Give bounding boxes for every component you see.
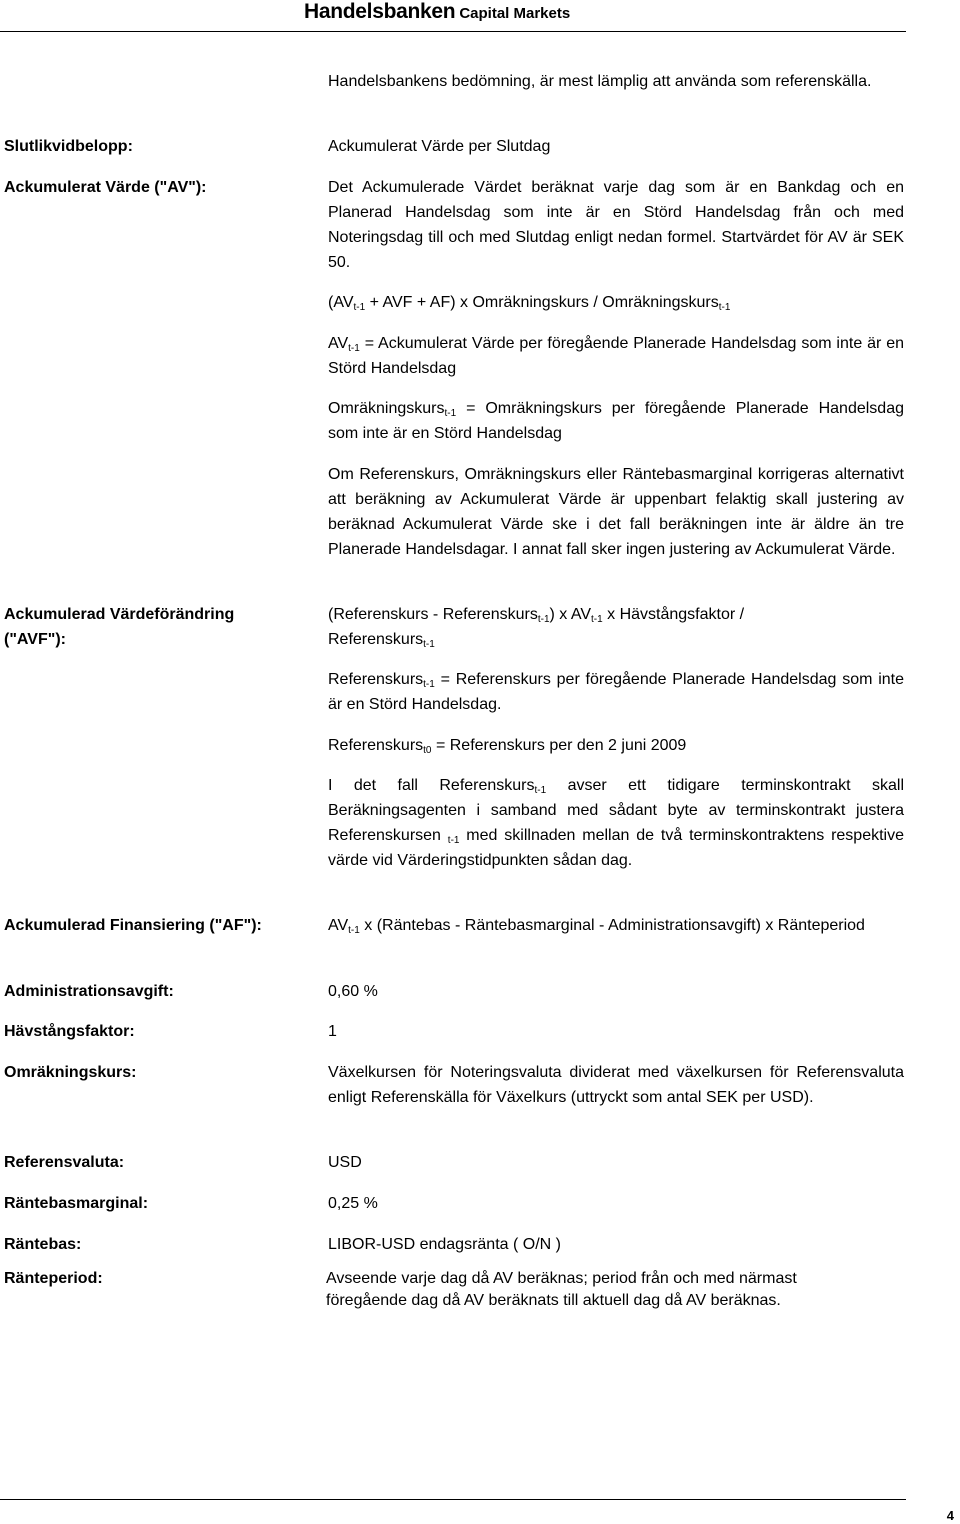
label-rantebas: Räntebas: [4,1236,82,1253]
label-omrakningskurs: Omräkningskurs: [4,1064,137,1081]
slutlikvidbelopp-value: Ackumulerat Värde per Slutdag [328,138,551,155]
av-formula: ($AV_{t-1}$ + AVF + AF) x Omräkningskurs / Omräkningskurs$_{t-1}$ [328,294,731,313]
label-rantebasmarginal: Räntebasmarginal: [4,1195,149,1212]
omrakningskurs-value: Växelkursen för Noteringsvaluta dividerat med växelkursen för Referensvaluta enligt Referenskälla för Växelkurs (uttryckt som antal SEK per USD). [328,1064,904,1106]
administrationsavgift-value: 0,60 % [328,983,378,1000]
terminskontrakt-text: I det fall Referenskurs$_{t-1}$ avser ett tidigare terminskontrakt skall Beräkningsagenten i samband med sådant byte av terminskontrakt justera Referenskursen $_{t-1}$ med skillnaden mellan de två terminskontraktens respektive värde vid Värderingstidpunkten sådan dag. [328,777,905,869]
label-administrationsavgift: Administrationsavgift: [4,983,174,1000]
logo-bank-name: Handelsbanken [304,0,456,23]
referenskurs-t1-definition: Referenskurs$_{t-1}$ = Referenskurs per föregående Planerade Handelsdag som inte är en Störd Handelsdag. [328,671,904,713]
label-ranteperiod: Ränteperiod: [4,1270,103,1287]
label-avf-line2: ("AVF"): [4,631,66,648]
referensvaluta-value: USD [328,1154,362,1171]
af-formula: $AV_{t-1}$ x (Räntebas - Räntebasmarginal - Administrationsavgift) x Ränteperiod [328,917,865,936]
label-avf-line1: Ackumulerad Värdeförändring [4,606,235,623]
logo-division: Capital Markets [459,5,571,22]
av-t1-definition: $AV_{t-1}$ = Ackumulerat Värde per föregående Planerade Handelsdag som inte är en Störd Handelsdag [328,335,904,377]
referenskurs-t0-definition: Referenskurs$_{t0}$ = Referenskurs per den 2 juni 2009 [328,737,687,756]
intro-text: Handelsbankens bedömning, är mest lämplig att använda som referenskälla. [328,73,872,90]
rantebasmarginal-value: 0,25 % [328,1195,378,1212]
rantebas-value: LIBOR-USD endagsränta ( O/N ) [328,1236,561,1253]
ranteperiod-value: Avseende varje dag då AV beräknas; period från och med närmast föregående dag då AV beräknats till aktuell dag då AV beräknas. [326,1270,797,1309]
havstangsfaktor-value: 1 [328,1023,337,1040]
omrakningskurs-t1-definition: Omräkningskurs$_{t-1}$ = Omräkningskurs per föregående Planerade Handelsdag som inte är en Störd Handelsdag [328,400,904,442]
av-description: Det Ackumulerade Värdet beräknat varje dag som är en Bankdag och en Planerad Handelsdag som inte är en Störd Handelsdag från och med Noteringsdag till och med Slutdag enligt nedan formel. Startvärdet för AV är SEK 50. [328,179,904,271]
label-ackumulerad-finansiering: Ackumulerad Finansiering ("AF"): [4,917,262,934]
page-number: 4 [946,1508,954,1523]
footer-divider [0,1499,906,1500]
label-slutlikvidbelopp: Slutlikvidbelopp: [4,138,133,155]
label-havstangsfaktor: Hävstångsfaktor: [4,1023,135,1040]
avf-formula: (Referenskurs - Referenskurs$_{t-1}$) x $AV_{t-1}$ x Hävstångsfaktor / Referenskurs$_{t-1}$ [328,606,745,650]
label-referensvaluta: Referensvaluta: [4,1154,125,1171]
handelsbanken-logo [304,0,570,22]
korrigering-text: Om Referenskurs, Omräkningskurs eller Räntebasmarginal korrigeras alternativt att beräkning av Ackumulerat Värde är uppenbart felaktig skall justering av beräknad Ackumulerat Värde ske i det fall beräkningen inte är äldre än tre Planerade Handelsdagar. I annat fall sker ingen justering av Ackumulerat Värde. [328,466,904,558]
label-ackumulerat-varde: Ackumulerat Värde ("AV"): [4,179,207,196]
header-divider [0,31,906,32]
